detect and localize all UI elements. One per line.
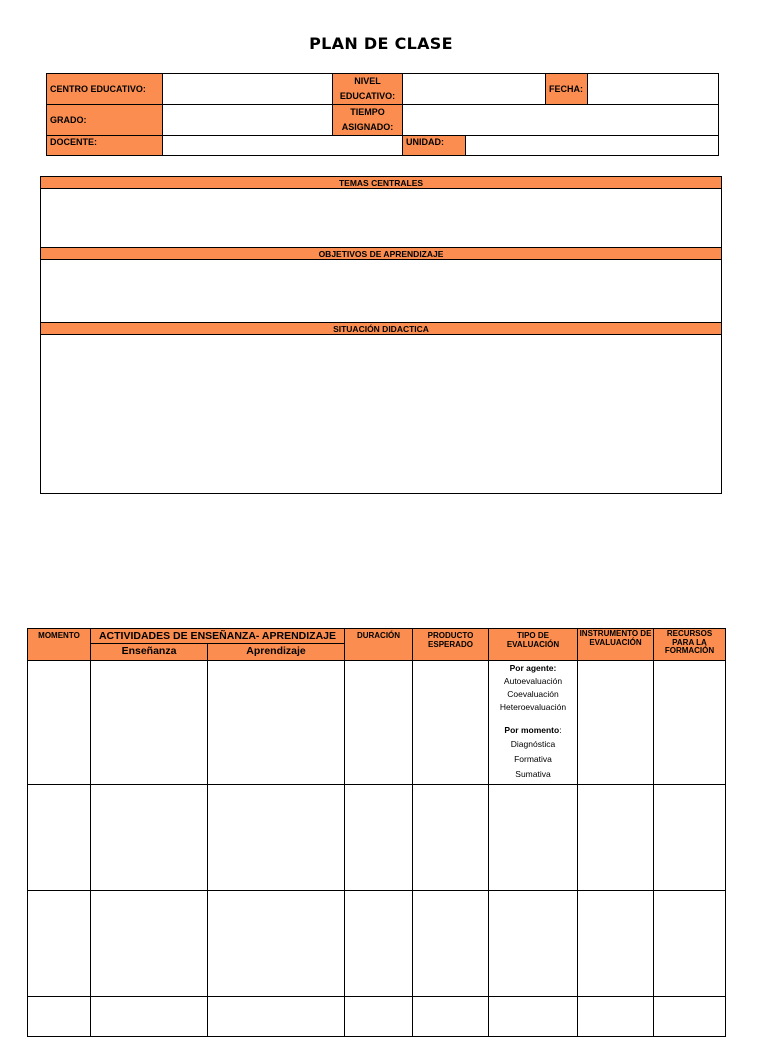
aprendizaje-cell[interactable] [208,785,345,891]
fecha-field[interactable] [588,74,719,105]
ensenanza-cell[interactable] [91,891,208,997]
ensenanza-cell[interactable] [91,661,208,785]
tipo-evaluacion-header: TIPO DE EVALUACIÓN [489,629,578,661]
temas-centrales-field[interactable] [41,189,721,247]
producto-cell[interactable] [413,997,489,1037]
docente-field[interactable] [163,136,403,156]
nivel-educativo-field[interactable] [403,74,546,105]
recursos-formacion-header: RECURSOS PARA LA FORMACIÓN [654,629,726,661]
autoevaluacion-item: Autoevaluación [503,676,563,686]
grado-field[interactable] [163,105,333,136]
situacion-didactica-field[interactable] [41,335,721,493]
tiempo-asignado-label: TIEMPO ASIGNADO: [333,105,403,136]
centro-educativo-field[interactable] [163,74,333,105]
table-row [28,891,726,997]
plan-sections [40,176,722,494]
producto-cell[interactable] [413,661,489,785]
objetivos-field[interactable] [41,260,721,322]
fecha-label: FECHA: [546,74,588,105]
table-row [28,661,726,785]
ensenanza-cell[interactable] [91,997,208,1037]
producto-esperado-header: PRODUCTO ESPERADO [413,629,489,661]
actividades-header: ACTIVIDADES DE ENSEÑANZA- APRENDIZAJE [91,629,345,644]
tipo-evaluacion-cell[interactable] [489,997,578,1037]
tipo-evaluacion-cell[interactable] [489,661,578,785]
por-momento-colon: : [559,725,562,735]
objetivos-header: OBJETIVOS DE APRENDIZAJE [41,247,721,260]
ensenanza-subheader: Enseñanza [91,644,208,661]
sumativa-item: Sumativa [515,769,551,779]
instrumento-cell[interactable] [578,785,654,891]
aprendizaje-cell[interactable] [208,891,345,997]
heteroevaluacion-item: Heteroevaluación [499,702,567,712]
aprendizaje-cell[interactable] [208,661,345,785]
centro-educativo-label: CENTRO EDUCATIVO: [47,74,163,105]
recursos-cell[interactable] [654,785,726,891]
aprendizaje-subheader: Aprendizaje [208,644,345,661]
unidad-field[interactable] [466,136,719,156]
instrumento-cell[interactable] [578,661,654,785]
recursos-cell[interactable] [654,997,726,1037]
formativa-item: Formativa [514,754,552,764]
recursos-cell[interactable] [654,661,726,785]
tipo-evaluacion-cell[interactable] [489,785,578,891]
producto-cell[interactable] [413,785,489,891]
grado-label: GRADO: [47,105,163,136]
instrumento-evaluacion-header: INSTRUMENTO DE EVALUACIÓN [578,629,654,661]
aprendizaje-cell[interactable] [208,997,345,1037]
duracion-cell[interactable] [345,997,413,1037]
unidad-label: UNIDAD: [403,136,466,156]
temas-centrales-header: TEMAS CENTRALES [41,176,721,189]
por-momento-label: Por momento [504,725,560,735]
diagnostica-item: Diagnóstica [510,739,556,749]
page-title: PLAN DE CLASE [309,34,453,53]
momento-cell[interactable] [28,997,91,1037]
table-row [28,785,726,891]
duracion-cell[interactable] [345,891,413,997]
table-row [28,997,726,1037]
por-agente-label: Por agente: [509,663,557,673]
ensenanza-cell[interactable] [91,785,208,891]
momento-cell[interactable] [28,785,91,891]
duracion-cell[interactable] [345,661,413,785]
header-info-table [46,73,719,156]
situacion-didactica-header: SITUACIÓN DIDACTICA [41,322,721,335]
producto-cell[interactable] [413,891,489,997]
momento-header: MOMENTO [28,629,91,661]
momento-cell[interactable] [28,661,91,785]
instrumento-cell[interactable] [578,891,654,997]
duracion-cell[interactable] [345,785,413,891]
tipo-evaluacion-cell[interactable] [489,891,578,997]
activities-table [27,628,726,1037]
docente-label: DOCENTE: [47,136,163,156]
nivel-educativo-label: NIVEL EDUCATIVO: [333,74,403,105]
momento-cell[interactable] [28,891,91,997]
duracion-header: DURACIÓN [345,629,413,661]
recursos-cell[interactable] [654,891,726,997]
instrumento-cell[interactable] [578,997,654,1037]
coevaluacion-item: Coevaluación [507,689,559,699]
tiempo-asignado-field[interactable] [403,105,719,136]
